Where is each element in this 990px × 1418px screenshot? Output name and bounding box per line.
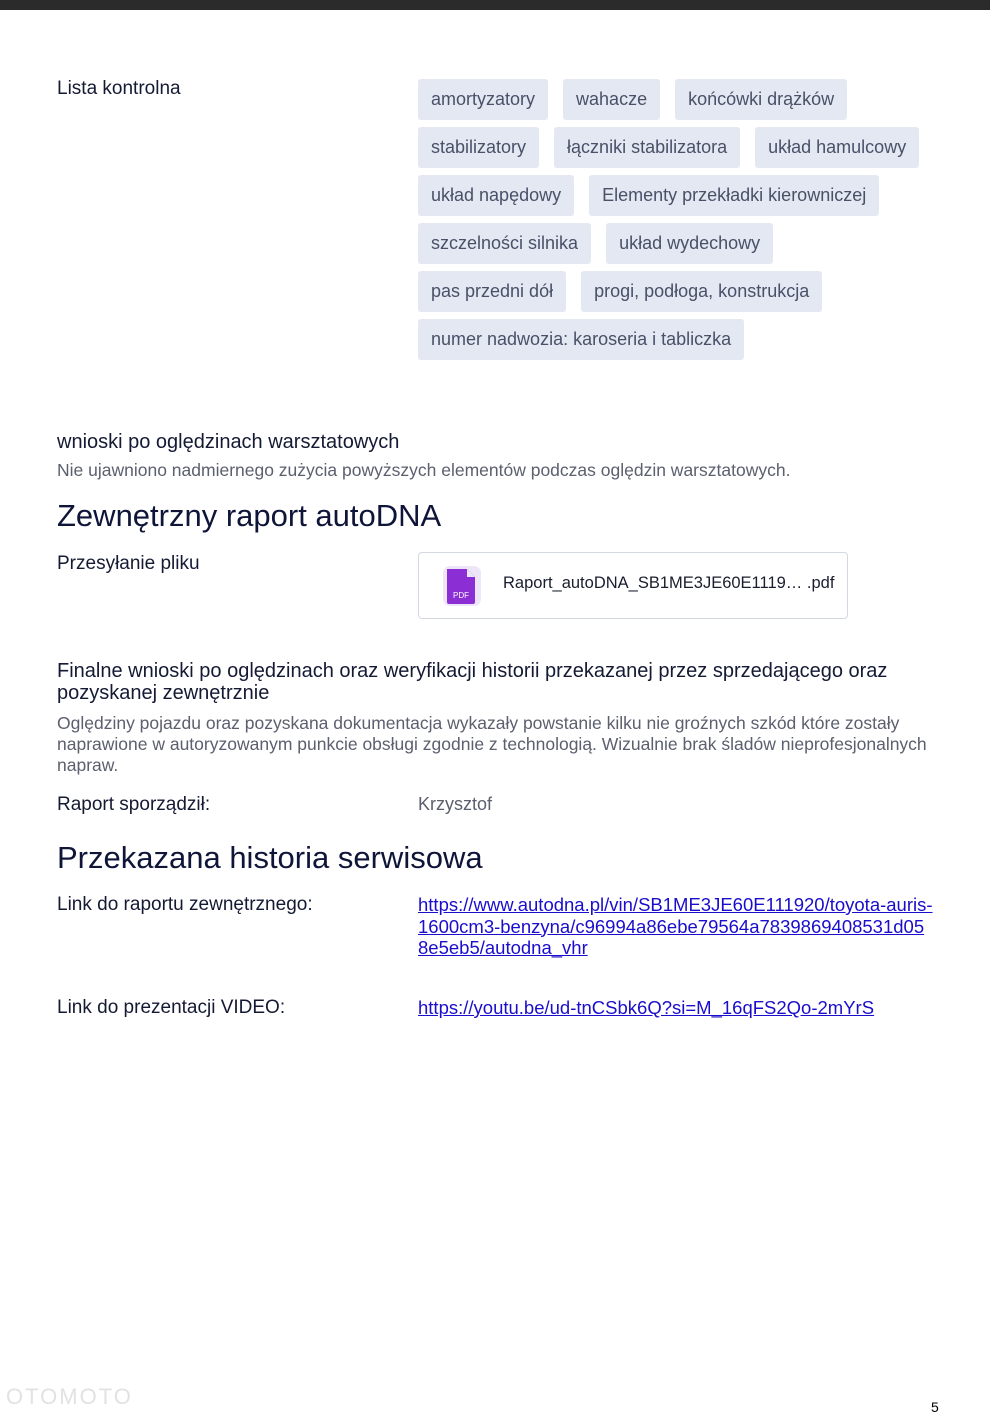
checklist-chip: Elementy przekładki kierowniczej <box>589 175 879 216</box>
pdf-file-icon <box>443 566 481 606</box>
upload-label: Przesyłanie pliku <box>57 553 200 574</box>
checklist-label: Lista kontrolna <box>57 78 181 99</box>
prepared-by-value: Krzysztof <box>418 794 493 814</box>
final-text: Oględziny pojazdu oraz pozyskana dokumentacja wykazały powstanie kilku nie groźnych szkód które zostały naprawione w autoryzowanym punkcie obsługi zgodnie z technologią. Wizualnie brak śladów nieprofesjonalnych napraw. <box>57 713 927 775</box>
watermark-logo: OTOMOTO <box>6 1384 133 1409</box>
checklist-chip: końcówki drążków <box>675 79 847 120</box>
checklist-chips <box>418 79 928 360</box>
checklist-chip: łączniki stabilizatora <box>554 127 740 168</box>
top-bar <box>0 0 990 10</box>
checklist-chip: układ hamulcowy <box>755 127 919 168</box>
external-report-link[interactable]: https://www.autodna.pl/vin/SB1ME3JE60E111920/toyota-auris-1600cm3-benzyna/c96994a86ebe79564a7839869408531d058e5eb5/autodna_vhr <box>418 894 933 958</box>
checklist-chip: szczelności silnika <box>418 223 591 264</box>
service-history-heading: Przekazana historia serwisowa <box>57 840 483 875</box>
file-name[interactable]: Raport_autoDNA_SB1ME3JE60E1119… .pdf <box>503 574 835 592</box>
page-number: 5 <box>931 1399 939 1415</box>
checklist-chip: numer nadwozia: karoseria i tabliczka <box>418 319 744 360</box>
checklist-chip: stabilizatory <box>418 127 539 168</box>
checklist-chip: amortyzatory <box>418 79 548 120</box>
workshop-text: Nie ujawniono nadmiernego zużycia powyższych elementów podczas oględzin warsztatowych. <box>57 460 791 480</box>
prepared-by-label: Raport sporządził: <box>57 794 211 815</box>
external-report-label: Link do raportu zewnętrznego: <box>57 894 313 915</box>
checklist-chip: układ napędowy <box>418 175 574 216</box>
final-title: Finalne wnioski po oględzinach oraz weryfikacji historii przekazanej przez sprzedającego oraz pozyskanej zewnętrznie <box>57 660 888 704</box>
workshop-title: wnioski po oględzinach warsztatowych <box>57 431 400 453</box>
checklist-chip: pas przedni dół <box>418 271 566 312</box>
file-attachment[interactable] <box>418 552 848 619</box>
video-link[interactable]: https://youtu.be/ud-tnCSbk6Q?si=M_16qFS2Qo-2mYrS <box>418 997 875 1018</box>
pdf-type-label: PDF <box>453 591 469 600</box>
autodna-heading: Zewnętrzny raport autoDNA <box>57 498 442 533</box>
checklist-chip: układ wydechowy <box>606 223 773 264</box>
checklist-chip: wahacze <box>563 79 660 120</box>
checklist-chip: progi, podłoga, konstrukcja <box>581 271 822 312</box>
video-label: Link do prezentacji VIDEO: <box>57 997 286 1018</box>
